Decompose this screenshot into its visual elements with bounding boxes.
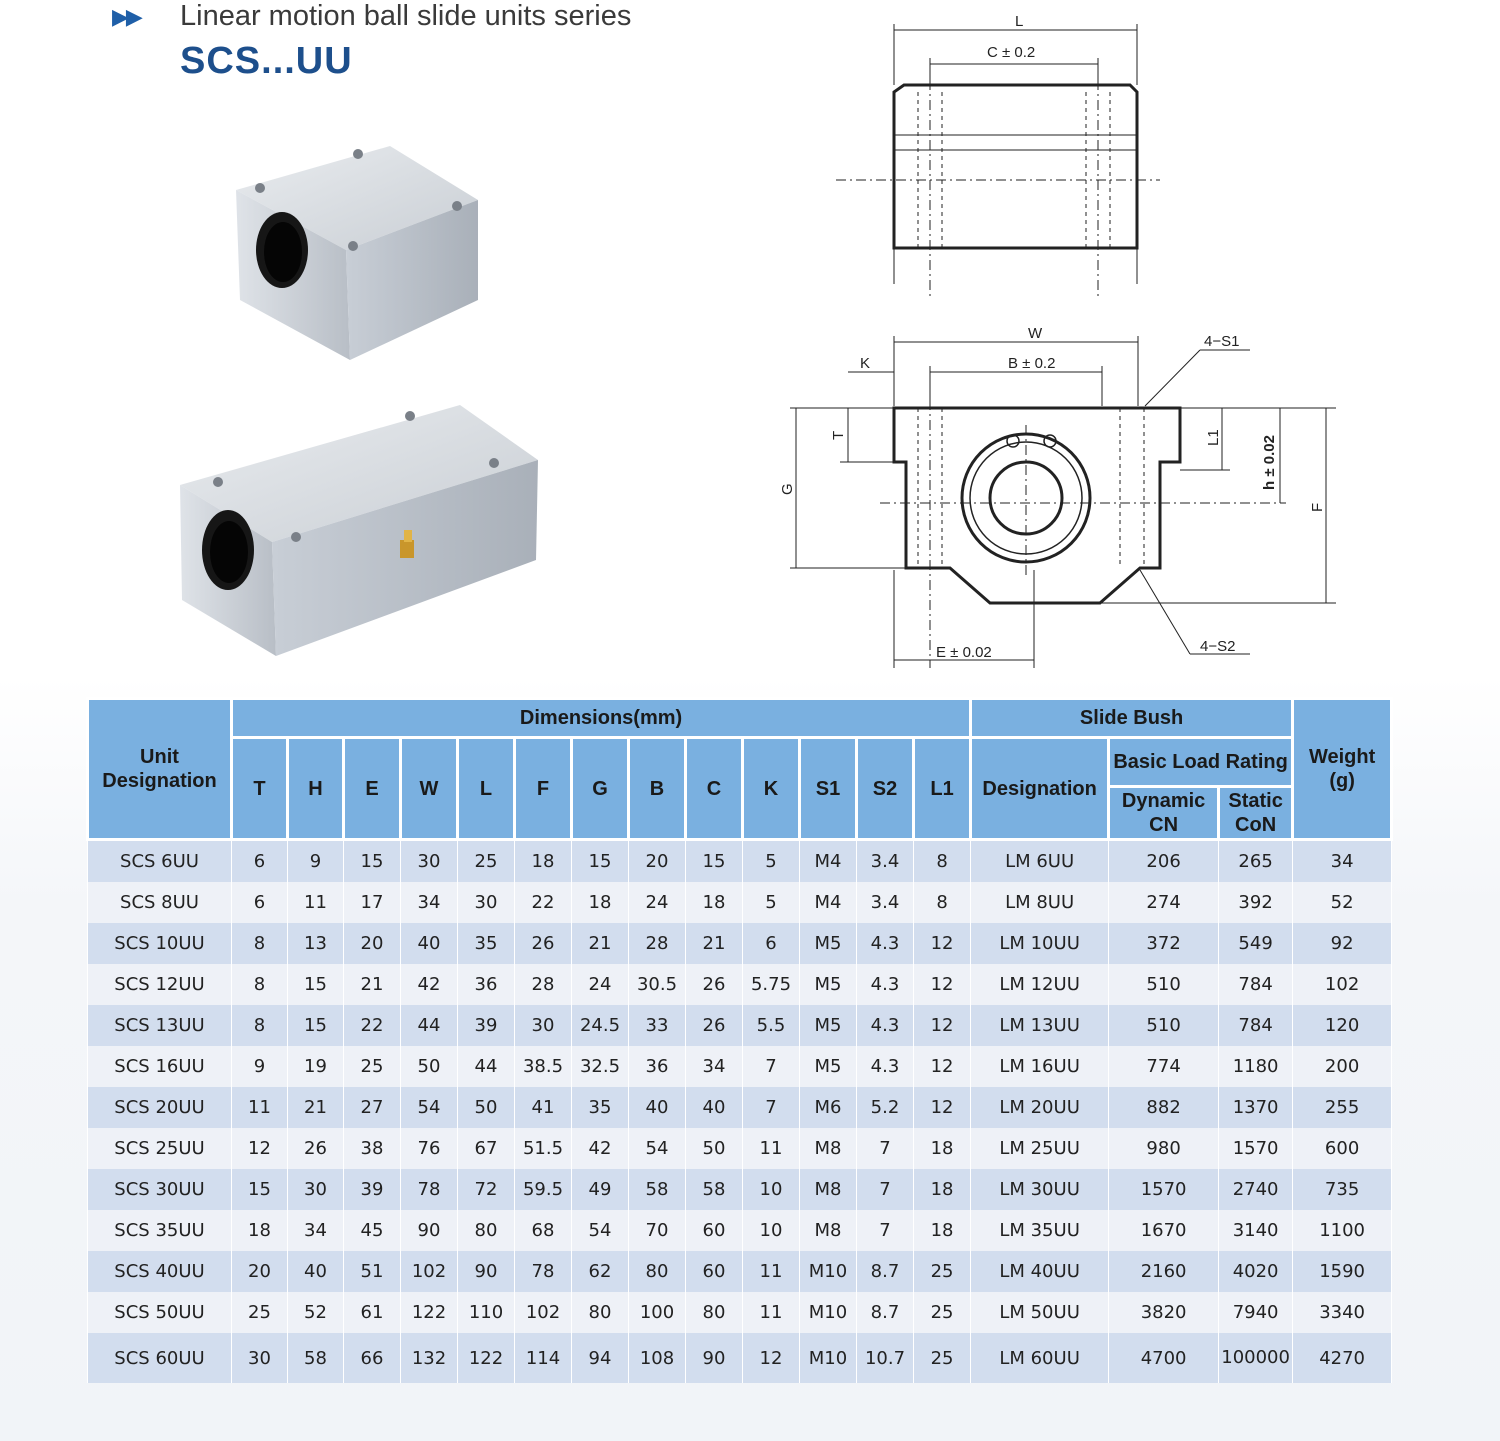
cell-B: 28	[629, 923, 686, 964]
cell-K: 7	[743, 1046, 800, 1087]
header-col-E: E	[344, 738, 401, 840]
cell-dynamic: 1570	[1109, 1169, 1219, 1210]
cell-S1: M10	[800, 1333, 857, 1383]
cell-L: 36	[458, 964, 515, 1005]
cell-F: 51.5	[515, 1128, 572, 1169]
cell-C: 90	[686, 1333, 743, 1383]
cell-G: 32.5	[572, 1046, 629, 1087]
cell-T: 6	[232, 840, 288, 883]
cell-S1: M6	[800, 1087, 857, 1128]
cell-static: 265	[1219, 840, 1293, 883]
cell-K: 5	[743, 840, 800, 883]
cell-S2: 7	[857, 1210, 914, 1251]
cell-L1: 18	[914, 1128, 971, 1169]
header-col-L1: L1	[914, 738, 971, 840]
cell-weight: 34	[1293, 840, 1392, 883]
cell-E: 61	[344, 1292, 401, 1333]
cell-F: 68	[515, 1210, 572, 1251]
cell-F: 28	[515, 964, 572, 1005]
specification-table	[86, 697, 1393, 1383]
cell-T: 6	[232, 882, 288, 923]
cell-S1: M8	[800, 1128, 857, 1169]
cell-K: 5.75	[743, 964, 800, 1005]
cell-weight: 255	[1293, 1087, 1392, 1128]
cell-F: 18	[515, 840, 572, 883]
cell-static: 784	[1219, 964, 1293, 1005]
table-body	[88, 840, 1392, 1384]
label-S2: 4−S2	[1200, 638, 1236, 655]
cell-dynamic: 510	[1109, 964, 1219, 1005]
cell-static: 3140	[1219, 1210, 1293, 1251]
cell-L: 72	[458, 1169, 515, 1210]
cell-H: 13	[288, 923, 344, 964]
cell-static: 549	[1219, 923, 1293, 964]
cell-B: 54	[629, 1128, 686, 1169]
table-row	[88, 1005, 1392, 1046]
header-col-H: H	[288, 738, 344, 840]
cell-W: 44	[401, 1005, 458, 1046]
table-row	[88, 1251, 1392, 1292]
cell-T: 15	[232, 1169, 288, 1210]
cell-F: 38.5	[515, 1046, 572, 1087]
cell-W: 30	[401, 840, 458, 883]
cell-K: 5	[743, 882, 800, 923]
cell-T: 8	[232, 1005, 288, 1046]
front-view-drawing	[790, 336, 1336, 668]
cell-dynamic: 774	[1109, 1046, 1219, 1087]
cell-G: 80	[572, 1292, 629, 1333]
cell-B: 33	[629, 1005, 686, 1046]
cell-S1: M4	[800, 882, 857, 923]
cell-H: 26	[288, 1128, 344, 1169]
cell-static	[1219, 1333, 1293, 1383]
cell-dynamic: 2160	[1109, 1251, 1219, 1292]
cell-L1: 25	[914, 1333, 971, 1383]
cell-C: 60	[686, 1210, 743, 1251]
label-h: h ± 0.02	[1261, 435, 1278, 490]
cell-designation: LM 25UU	[971, 1128, 1109, 1169]
cell-H: 52	[288, 1292, 344, 1333]
cell-S2: 3.4	[857, 840, 914, 883]
header-col-F: F	[515, 738, 572, 840]
cell-L: 90	[458, 1251, 515, 1292]
label-C: C ± 0.2	[987, 44, 1036, 61]
table-row	[88, 1046, 1392, 1087]
cell-L: 110	[458, 1292, 515, 1333]
cell-B: 100	[629, 1292, 686, 1333]
cell-E: 20	[344, 923, 401, 964]
cell-unit: SCS 13UU	[88, 1005, 232, 1046]
cell-L: 67	[458, 1128, 515, 1169]
technical-drawings	[770, 0, 1390, 675]
cell-weight: 200	[1293, 1046, 1392, 1087]
cell-G: 49	[572, 1169, 629, 1210]
cell-static-value: 100000	[1221, 1347, 1290, 1368]
cell-S1: M4	[800, 840, 857, 883]
series-title: Linear motion ball slide units series	[180, 0, 632, 32]
cell-W: 78	[401, 1169, 458, 1210]
cell-T: 11	[232, 1087, 288, 1128]
cell-E: 15	[344, 840, 401, 883]
cell-E: 39	[344, 1169, 401, 1210]
cell-H: 34	[288, 1210, 344, 1251]
cell-F: 22	[515, 882, 572, 923]
cell-dynamic: 372	[1109, 923, 1219, 964]
cell-K: 11	[743, 1292, 800, 1333]
cell-C: 15	[686, 840, 743, 883]
cell-unit: SCS 6UU	[88, 840, 232, 883]
cell-W: 42	[401, 964, 458, 1005]
cell-H: 58	[288, 1333, 344, 1383]
cell-W: 50	[401, 1046, 458, 1087]
top-view-drawing	[836, 24, 1160, 296]
cell-L1: 12	[914, 964, 971, 1005]
cell-S2: 5.2	[857, 1087, 914, 1128]
cell-designation: LM 30UU	[971, 1169, 1109, 1210]
header-dimensions: Dimensions(mm)	[232, 699, 971, 738]
cell-C: 21	[686, 923, 743, 964]
table-row	[88, 882, 1392, 923]
cell-L1: 12	[914, 1046, 971, 1087]
cell-H: 40	[288, 1251, 344, 1292]
cell-B: 70	[629, 1210, 686, 1251]
cell-E: 45	[344, 1210, 401, 1251]
label-L1: L1	[1205, 429, 1222, 446]
cell-G: 42	[572, 1128, 629, 1169]
cell-S2: 10.7	[857, 1333, 914, 1383]
model-title: SCS...UU	[180, 40, 353, 82]
cell-static: 4020	[1219, 1251, 1293, 1292]
header-weight: Weight (g)	[1293, 699, 1392, 840]
table-row	[88, 1169, 1392, 1210]
cell-G: 24	[572, 964, 629, 1005]
cell-F: 59.5	[515, 1169, 572, 1210]
header-col-G: G	[572, 738, 629, 840]
header-slide-bush: Slide Bush	[971, 699, 1293, 738]
cell-B: 108	[629, 1333, 686, 1383]
cell-weight: 3340	[1293, 1292, 1392, 1333]
cell-H: 11	[288, 882, 344, 923]
cell-L1: 25	[914, 1292, 971, 1333]
cell-E: 17	[344, 882, 401, 923]
cell-F: 41	[515, 1087, 572, 1128]
table-row	[88, 1333, 1392, 1383]
cell-unit: SCS 25UU	[88, 1128, 232, 1169]
cell-static: 1370	[1219, 1087, 1293, 1128]
cell-B: 80	[629, 1251, 686, 1292]
cell-B: 20	[629, 840, 686, 883]
cell-weight: 1100	[1293, 1210, 1392, 1251]
cell-C: 80	[686, 1292, 743, 1333]
cell-G: 54	[572, 1210, 629, 1251]
cell-static: 2740	[1219, 1169, 1293, 1210]
cell-L1: 18	[914, 1169, 971, 1210]
header-unit-designation: Unit Designation	[88, 699, 232, 840]
cell-dynamic: 3820	[1109, 1292, 1219, 1333]
cell-K: 5.5	[743, 1005, 800, 1046]
cell-designation: LM 8UU	[971, 882, 1109, 923]
cell-weight: 120	[1293, 1005, 1392, 1046]
cell-K: 10	[743, 1210, 800, 1251]
label-E: E ± 0.02	[936, 644, 992, 661]
cell-T: 12	[232, 1128, 288, 1169]
cell-unit: SCS 40UU	[88, 1251, 232, 1292]
cell-F: 30	[515, 1005, 572, 1046]
label-S1: 4−S1	[1204, 333, 1240, 350]
cell-C: 18	[686, 882, 743, 923]
cell-dynamic: 980	[1109, 1128, 1219, 1169]
cell-E: 66	[344, 1333, 401, 1383]
cell-designation: LM 40UU	[971, 1251, 1109, 1292]
cell-unit: SCS 10UU	[88, 923, 232, 964]
table-row	[88, 1210, 1392, 1251]
cell-W: 76	[401, 1128, 458, 1169]
cell-K: 12	[743, 1333, 800, 1383]
cell-T: 20	[232, 1251, 288, 1292]
cell-W: 90	[401, 1210, 458, 1251]
cell-F: 26	[515, 923, 572, 964]
cell-S2: 4.3	[857, 923, 914, 964]
header-col-L: L	[458, 738, 515, 840]
cell-W: 122	[401, 1292, 458, 1333]
cell-S2: 8.7	[857, 1292, 914, 1333]
cell-dynamic: 510	[1109, 1005, 1219, 1046]
cell-C: 60	[686, 1251, 743, 1292]
cell-T: 30	[232, 1333, 288, 1383]
cell-unit: SCS 50UU	[88, 1292, 232, 1333]
cell-weight: 92	[1293, 923, 1392, 964]
cell-designation: LM 50UU	[971, 1292, 1109, 1333]
cell-L: 39	[458, 1005, 515, 1046]
cell-dynamic: 882	[1109, 1087, 1219, 1128]
cell-C: 58	[686, 1169, 743, 1210]
cell-H: 15	[288, 964, 344, 1005]
cell-B: 30.5	[629, 964, 686, 1005]
cell-static: 1180	[1219, 1046, 1293, 1087]
cell-S1: M5	[800, 923, 857, 964]
cell-designation: LM 20UU	[971, 1087, 1109, 1128]
cell-L1: 18	[914, 1210, 971, 1251]
cell-L: 25	[458, 840, 515, 883]
cell-unit: SCS 60UU	[88, 1333, 232, 1383]
label-G: G	[779, 483, 796, 495]
cell-W: 54	[401, 1087, 458, 1128]
header-dynamic: Dynamic CN	[1109, 787, 1219, 840]
cell-C: 26	[686, 964, 743, 1005]
cell-L: 50	[458, 1087, 515, 1128]
header-designation: Designation	[971, 738, 1109, 840]
cell-G: 62	[572, 1251, 629, 1292]
cell-B: 24	[629, 882, 686, 923]
cell-L: 30	[458, 882, 515, 923]
header-col-B: B	[629, 738, 686, 840]
cell-L: 35	[458, 923, 515, 964]
cell-L: 80	[458, 1210, 515, 1251]
cell-S1: M5	[800, 1005, 857, 1046]
cell-H: 9	[288, 840, 344, 883]
header-col-K: K	[743, 738, 800, 840]
header-col-T: T	[232, 738, 288, 840]
short-slide-unit-photo	[236, 146, 478, 360]
cell-S2: 8.7	[857, 1251, 914, 1292]
cell-designation: LM 6UU	[971, 840, 1109, 883]
cell-K: 6	[743, 923, 800, 964]
cell-E: 22	[344, 1005, 401, 1046]
cell-T: 8	[232, 964, 288, 1005]
label-T: T	[830, 430, 847, 440]
cell-dynamic: 206	[1109, 840, 1219, 883]
cell-L1: 25	[914, 1251, 971, 1292]
cell-K: 11	[743, 1128, 800, 1169]
cell-designation: LM 35UU	[971, 1210, 1109, 1251]
cell-G: 18	[572, 882, 629, 923]
cell-S1: M10	[800, 1292, 857, 1333]
cell-E: 25	[344, 1046, 401, 1087]
cell-G: 15	[572, 840, 629, 883]
cell-dynamic: 1670	[1109, 1210, 1219, 1251]
table-row	[88, 840, 1392, 883]
cell-dynamic: 274	[1109, 882, 1219, 923]
table-row	[88, 1087, 1392, 1128]
cell-weight: 102	[1293, 964, 1392, 1005]
cell-L: 122	[458, 1333, 515, 1383]
header-col-W: W	[401, 738, 458, 840]
cell-G: 21	[572, 923, 629, 964]
cell-S1: M10	[800, 1251, 857, 1292]
cell-E: 21	[344, 964, 401, 1005]
cell-unit: SCS 20UU	[88, 1087, 232, 1128]
cell-designation: LM 16UU	[971, 1046, 1109, 1087]
cell-designation: LM 13UU	[971, 1005, 1109, 1046]
cell-weight: 52	[1293, 882, 1392, 923]
cell-F: 78	[515, 1251, 572, 1292]
cell-unit: SCS 12UU	[88, 964, 232, 1005]
cell-C: 40	[686, 1087, 743, 1128]
cell-G: 35	[572, 1087, 629, 1128]
cell-C: 50	[686, 1128, 743, 1169]
cell-S2: 7	[857, 1128, 914, 1169]
cell-K: 7	[743, 1087, 800, 1128]
cell-S2: 4.3	[857, 1046, 914, 1087]
cell-B: 58	[629, 1169, 686, 1210]
cell-W: 132	[401, 1333, 458, 1383]
cell-L: 44	[458, 1046, 515, 1087]
cell-weight: 600	[1293, 1128, 1392, 1169]
cell-T: 9	[232, 1046, 288, 1087]
cell-unit: SCS 35UU	[88, 1210, 232, 1251]
cell-T: 18	[232, 1210, 288, 1251]
cell-S2: 4.3	[857, 1005, 914, 1046]
cell-H: 30	[288, 1169, 344, 1210]
cell-G: 24.5	[572, 1005, 629, 1046]
cell-L1: 12	[914, 1087, 971, 1128]
cell-S2: 7	[857, 1169, 914, 1210]
cell-S1: M5	[800, 1046, 857, 1087]
cell-weight: 735	[1293, 1169, 1392, 1210]
cell-E: 27	[344, 1087, 401, 1128]
table-row	[88, 964, 1392, 1005]
cell-designation: LM 12UU	[971, 964, 1109, 1005]
cell-F: 102	[515, 1292, 572, 1333]
cell-K: 10	[743, 1169, 800, 1210]
cell-L1: 8	[914, 882, 971, 923]
cell-S1: M8	[800, 1169, 857, 1210]
cell-weight: 1590	[1293, 1251, 1392, 1292]
cell-C: 34	[686, 1046, 743, 1087]
cell-H: 15	[288, 1005, 344, 1046]
cell-W: 102	[401, 1251, 458, 1292]
cell-L1: 12	[914, 1005, 971, 1046]
header-col-S2: S2	[857, 738, 914, 840]
cell-T: 25	[232, 1292, 288, 1333]
cell-dynamic: 4700	[1109, 1333, 1219, 1383]
cell-designation: LM 10UU	[971, 923, 1109, 964]
cell-designation: LM 60UU	[971, 1333, 1109, 1383]
table-row	[88, 1292, 1392, 1333]
header-static: Static CoN	[1219, 787, 1293, 840]
label-F: F	[1309, 502, 1326, 512]
cell-static: 784	[1219, 1005, 1293, 1046]
cell-static: 392	[1219, 882, 1293, 923]
cell-F: 114	[515, 1333, 572, 1383]
cell-unit: SCS 16UU	[88, 1046, 232, 1087]
cell-E: 51	[344, 1251, 401, 1292]
cell-G: 94	[572, 1333, 629, 1383]
cell-B: 40	[629, 1087, 686, 1128]
label-B: B ± 0.2	[1008, 355, 1056, 372]
label-K: K	[860, 355, 871, 372]
cell-E: 38	[344, 1128, 401, 1169]
table-row	[88, 1128, 1392, 1169]
cell-W: 34	[401, 882, 458, 923]
cell-static: 7940	[1219, 1292, 1293, 1333]
cell-weight: 4270	[1293, 1333, 1392, 1383]
cell-B: 36	[629, 1046, 686, 1087]
cell-C: 26	[686, 1005, 743, 1046]
header-basic-load-rating: Basic Load Rating	[1109, 738, 1293, 787]
cell-S2: 4.3	[857, 964, 914, 1005]
cell-T: 8	[232, 923, 288, 964]
header-arrows-icon: ▶▶	[112, 4, 140, 29]
label-W: W	[1028, 325, 1043, 342]
cell-L1: 12	[914, 923, 971, 964]
cell-K: 11	[743, 1251, 800, 1292]
cell-unit: SCS 30UU	[88, 1169, 232, 1210]
cell-S1: M8	[800, 1210, 857, 1251]
cell-H: 21	[288, 1087, 344, 1128]
cell-unit: SCS 8UU	[88, 882, 232, 923]
long-slide-unit-photo	[180, 405, 538, 656]
cell-W: 40	[401, 923, 458, 964]
label-L: L	[1015, 13, 1024, 30]
cell-S2: 3.4	[857, 882, 914, 923]
cell-L1: 8	[914, 840, 971, 883]
cell-static: 1570	[1219, 1128, 1293, 1169]
header-col-C: C	[686, 738, 743, 840]
table-row	[88, 923, 1392, 964]
product-photos	[160, 130, 560, 670]
header-col-S1: S1	[800, 738, 857, 840]
cell-H: 19	[288, 1046, 344, 1087]
cell-S1: M5	[800, 964, 857, 1005]
